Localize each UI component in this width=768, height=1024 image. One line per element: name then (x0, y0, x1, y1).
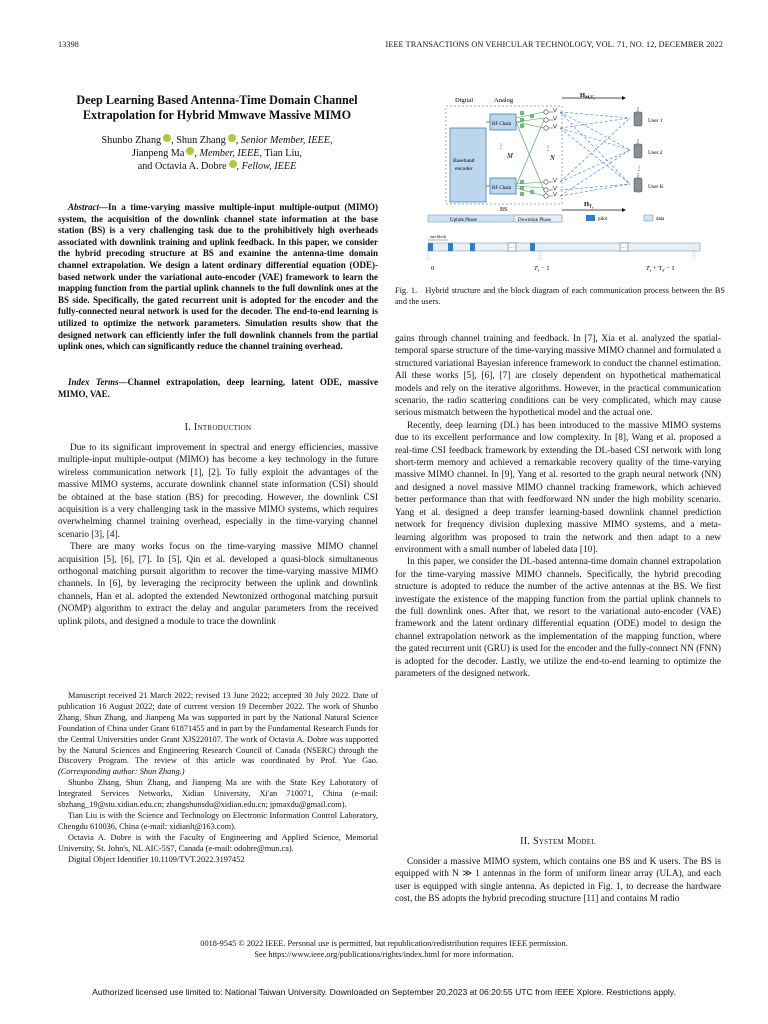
paragraph: Consider a massive MIMO system, which contains one BS and K users. The BS is equipped with N ≫ 1 antennas in the form of uniform linear array (ULA), and each user is equipped with single antenna. As depicted in Fig. 1, to decrease the hardware cost, the BS adopts the hybrid precoding structure [11] and contains M radio (395, 857, 721, 905)
antenna-array (549, 108, 557, 196)
system-model-body (395, 856, 721, 906)
label-one-block: one block (430, 234, 447, 239)
frame-timeline (428, 243, 700, 251)
orcid-icon[interactable] (228, 134, 236, 142)
label-bs: BS (500, 207, 508, 213)
label-h-top: $H_{M,T}s$ (580, 92, 595, 101)
author-name: , Shun Zhang (171, 135, 226, 146)
label-baseband: Baseband (453, 158, 475, 164)
left-column-body (58, 442, 378, 628)
phase-shifter-network (516, 112, 544, 196)
abstract (58, 202, 378, 353)
label-digital: Digital (455, 97, 474, 104)
footnote-affiliation: Shunbo Zhang, Shun Zhang, and Jianpeng Ma are with the State Key Laboratory of Integrated Services Networks, Xidian University, Xi'an 710071, China (e-mail: sbzhang_19@stu.xidian.edu.cn; zhangshunsdu@xidian.edu.cn; jpmaxdu@gmail.com). (58, 778, 378, 810)
tick-zero: 0 (431, 265, 435, 272)
label-downlink-phase: Downlink Phase (518, 218, 551, 223)
baseband-encoder-block (450, 128, 486, 202)
author-name: and Octavia A. Dobre (137, 161, 227, 172)
figure-1-caption (395, 285, 725, 307)
label-h-bottom: $H_Ts$ (584, 201, 594, 210)
legend-pilot-swatch (586, 215, 595, 221)
journal-header: IEEE TRANSACTIONS ON VEHICULAR TECHNOLOGY, VOL. 71, NO. 12, DECEMBER 2022 (385, 40, 723, 49)
abstract-label: Abstract (68, 202, 100, 212)
footnote (58, 691, 378, 866)
section-heading-introduction: I. Introduction (184, 422, 252, 433)
label-n: N (550, 154, 555, 162)
copyright-notice: 0018-9545 © 2022 IEEE. Personal use is permitted, but republication/redistribution requires IEEE permission. See https://www.ieee.org/publications/rights/index.html for more information. (200, 939, 568, 959)
section-heading-system-model: II. System Model (520, 836, 596, 847)
legend-data-swatch (644, 215, 653, 221)
index-terms-label: Index Terms (68, 377, 119, 387)
tick-ts: $T_s - 1$ (534, 265, 550, 273)
rf-chain-label: RF Chain (492, 122, 512, 127)
paragraph: Recently, deep learning (DL) has been introduced to the massive MIMO systems due to its excellent performance and low complexity. In [8], Wang et al. proposed a real-time CSI feedback framework by extending the DL-based CSI network with long short-term memory and achieved a remarkable recovery quality of the time-varying massive MIMO channel. In [9], Yang et al. resorted to the graph neural network (NN) and designed a novel massive MIMO channel tracking framework, which achieved better performance than that with feedforward NN under the high mobility scenario. Yang et al. designed a deep transfer learning-based downlink channel prediction network for frequency division duplexing massive MIMO systems, and a meta-learning algorithm was proposed to train the network and then adapt to a new environment with a small number of labeled data [10]. (395, 420, 721, 555)
title-line-2: Extrapolation for Hybrid Mmwave Massive MIMO (82, 108, 352, 122)
user-device (634, 107, 642, 126)
figure-1-diagram (422, 88, 722, 278)
svg-text:⋮: ⋮ (636, 166, 642, 172)
label-uplink-phase: Uplink Phase (450, 218, 477, 223)
label-analog: Analog (494, 97, 514, 104)
label-user-2: User 2 (648, 150, 663, 156)
title-line-1: Deep Learning Based Antenna-Time Domain Channel (76, 93, 358, 107)
paragraph: gains through channel training and feedback. In [7], Xia et al. analyzed the spatial-temporal sparse structure of the time-varying massive MIMO channel and formulated a structured variational Bayesian inference framework to conduct the channel estimation. All these works [5], [6], [7] are closely dependent on hypothetical mathematical models and rely on the iterative algorithms. However, in the practical communication scenario, the radio scattering conditions can be very complicated, which may cause serious mismatch between the hypothetical model and the actual one. (395, 334, 721, 419)
author-membership: , Senior Member, IEEE, (235, 135, 333, 146)
author-name: Jianpeng Ma (132, 148, 185, 159)
footnote-affiliation: Octavia A. Dobre is with the Faculty of Engineering and Applied Science, Memorial University, St. John's, NL AIC-5S7, Canada (e-mail: odobre@mun.ca). (58, 832, 378, 853)
label-user-k: User K (648, 184, 664, 190)
footnote-doi: Digital Object Identifier 10.1109/TVT.2022.3197452 (68, 854, 245, 864)
paragraph: Due to its significant improvement in spectral and energy efficiencies, massive multiple-input multiple-output (MIMO) has become a key technology in the future wireless communication network [1], [2]. To fully exploit the advantages of the massive MIMO systems, accurate downlink channel state information (CSI) should be obtained at the base station (BS) for precoding. However, the downlink CSI acquisition is a very challenging task in the massive MIMO systems, which requires overwhelming channel training overhead, especially in the time-varying channel scenario [3], [4]. (58, 443, 378, 540)
author-name: Tian Liu, (262, 148, 302, 159)
channel-links (560, 112, 630, 196)
svg-text:⋮: ⋮ (498, 144, 504, 150)
label-encoder: encoder (455, 166, 473, 172)
orcid-icon[interactable] (163, 134, 171, 142)
tick-ts-td: $T_s + T_d - 1$ (646, 265, 675, 273)
author-list (58, 134, 376, 173)
caption-label: Fig. 1. (395, 286, 418, 295)
rf-chain-label: RF Chain (492, 186, 512, 191)
paper-title (58, 93, 376, 123)
page-number: 13398 (58, 40, 79, 49)
label-m: M (507, 152, 513, 160)
abstract-text: —In a time-varying massive multiple-input multiple-output (MIMO) system, the acquisition of the downlink channel state information at the base station (BS) is a very challenging task due to the prohibitively high overheads associated with downlink training and uplink feedback. In this paper, we consider the hybrid precoding structure at BS and examine the antenna-time domain channel extrapolation. We design a latent ordinary differential equation (ODE)-based network under the variational auto-encoder (VAE) framework to learn the mapping function from the partial uplink channels to the full downlink ones at the BS side. Specifically, the gated recurrent unit is adopted for the encoder and the fully-connected neural network is used for the decoder. The end-to-end learning is utilized to optimize the network parameters. Simulation results show that the designed network can efficiently infer the full downlink channels from the partial uplink ones, which can significantly reduce the channel training overhead. (58, 202, 378, 352)
paragraph: In this paper, we consider the DL-based antenna-time domain channel extrapolation for the time-varying massive MIMO channels. Specifically, the hybrid precoding structure is adopted to reduce the number of the active antennas at the BS. We first investigate the existence of the mapping function from the partial uplink channels to the full downlink ones. After that, we resort to the variational auto-encoder (VAE) framework and the latent ordinary differential equation (ODE) model to design the channel extrapolation network as the implementation of the mapping function, where the gated recurrent unit (GRU) is used for the encoder and the fully-connect NN (FNN) is adopted for the decoder. Lastly, we utilize the end-to-end learning to optimize the parameters of the designed network. (395, 557, 721, 679)
legend-data: data (656, 217, 665, 222)
caption-text: Hybrid structure and the block diagram of each communication process between the BS and the users. (395, 286, 725, 306)
author-membership: , Fellow, IEEE (236, 161, 297, 172)
author-membership: , Member, IEEE, (194, 148, 263, 159)
svg-text:···: ··· (621, 246, 626, 251)
user-device (634, 173, 642, 192)
right-column-body (395, 333, 721, 680)
legend-pilot: pilot (598, 217, 608, 222)
author-name: Shunbo Zhang (101, 135, 162, 146)
index-terms-text: —Channel extrapolation, deep learning, latent ODE, massive MIMO, VAE. (58, 377, 378, 399)
orcid-icon[interactable] (229, 160, 237, 168)
svg-text:⋮: ⋮ (545, 146, 551, 152)
footnote-affiliation: Tian Liu is with the Science and Technology on Electronic Information Control Laboratory, Chengdu 610036, China (e-mail: xidianlt@163.com). (58, 810, 378, 831)
license-notice: Authorized licensed use limited to: National Taiwan University. Downloaded on September 20,2023 at 06:20:55 UTC from IEEE Xplore. Restrictions apply. (92, 987, 676, 997)
svg-text:···: ··· (509, 246, 514, 251)
footnote-manuscript: Manuscript received 21 March 2022; revised 13 June 2022; accepted 30 July 2022. Date of publication 16 August 2022; date of current version 19 December 2022. The work of Shunbo Zhang, Shun Zhang, and Jianpeng Ma was supported in part by the National Natural Science Foundation of China under Grant 61871455 and in part by the Fundamental Research Funds for the Central Universities under Grant XJS220107. The work of Octavia A. Dobre was supported by the Natural Sciences and Engineering Research Council of Canada (NSERC) through the Discovery Program. The review of this article was coordinated by Prof. Yue Gao. (Corresponding author: Shun Zhang.) (58, 691, 378, 777)
label-user-1: User 1 (648, 118, 663, 124)
user-device (634, 139, 642, 158)
paragraph: There are many works focus on the time-varying massive MIMO channel acquisition [5], [6], [7]. In [5], Qin et al. developed a quasi-block simultaneous orthogonal matching pursuit algorithm to recover the time-varying massive MIMO channels. In [6], by leveraging the reciprocity between the uplink and downlink channels, Han et al. adopted the extended Newtonized orthogonal matching pursuit (NOMP) algorithm to extract the delay and angular parameters from the received uplink pilots, and designed a module to trace the downlink (58, 542, 378, 627)
index-terms (58, 377, 378, 400)
